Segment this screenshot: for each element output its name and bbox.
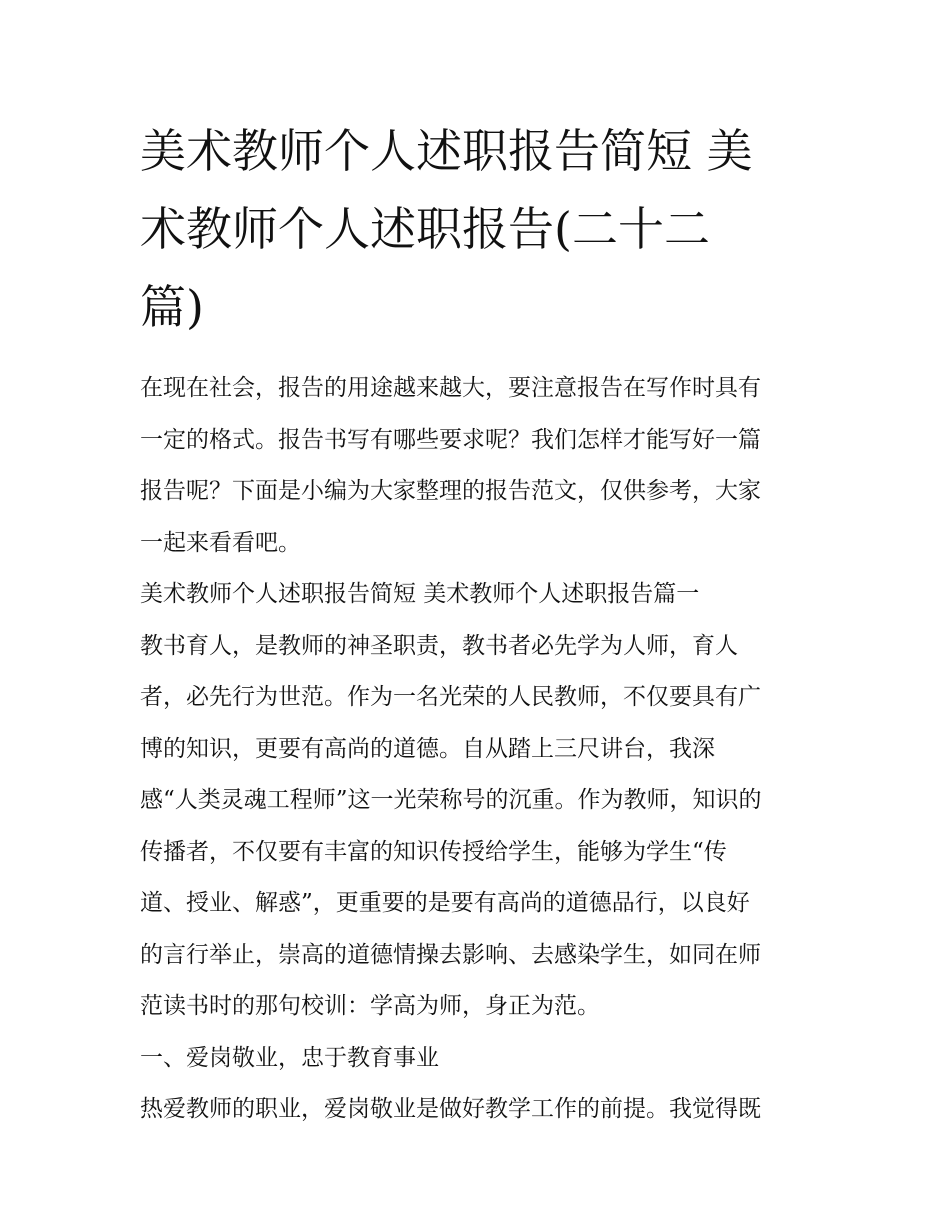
intro-line: 一定的格式。报告书写有哪些要求呢？我们怎样才能写好一篇 — [140, 426, 761, 453]
intro-line: 在现在社会，报告的用途越来越大，要注意报告在写作时具有 — [140, 375, 761, 401]
body-line: 道、授业、解惑”，更重要的是要有高尚的道德品行，以良好 — [140, 890, 750, 916]
intro-line: 一起来看看吧。 — [140, 529, 301, 556]
title-line: 篇) — [140, 280, 204, 334]
body-line: 感“人类灵魂工程师”这一光荣称号的沉重。作为教师，知识的 — [140, 787, 762, 813]
section-heading: 美术教师个人述职报告简短 美术教师个人述职报告篇一 — [140, 581, 700, 607]
body-line: 博的知识，更要有高尚的道德。自从踏上三尺讲台，我深 — [140, 735, 715, 762]
document-page — [140, 112, 812, 1136]
title-line: 美术教师个人述职报告简短 美 — [140, 124, 753, 178]
body-line: 传播者，不仅要有丰富的知识传授给学生，能够为学生“传 — [140, 838, 727, 865]
body-line: 范读书时的那句校训：学高为师，身正为范。 — [140, 993, 600, 1019]
body-line: 的言行举止，崇高的道德情操去影响、去感染学生，如同在师 — [140, 941, 761, 968]
title-line: 术教师个人述职报告(二十二 — [140, 202, 710, 256]
subsection-heading: 一、爱岗敬业，忠于教育事业 — [140, 1044, 439, 1071]
body-line: 热爱教师的职业，爱岗敬业是做好教学工作的前提。我觉得既 — [140, 1096, 761, 1122]
intro-line: 报告呢？下面是小编为大家整理的报告范文，仅供参考，大家 — [140, 478, 761, 504]
body-line: 者，必先行为世范。作为一名光荣的人民教师，不仅要具有广 — [140, 684, 761, 710]
body-line: 教书育人，是教师的神圣职责，教书者必先学为人师，育人 — [140, 632, 738, 659]
document-body — [140, 363, 812, 1136]
document-title — [140, 112, 812, 346]
